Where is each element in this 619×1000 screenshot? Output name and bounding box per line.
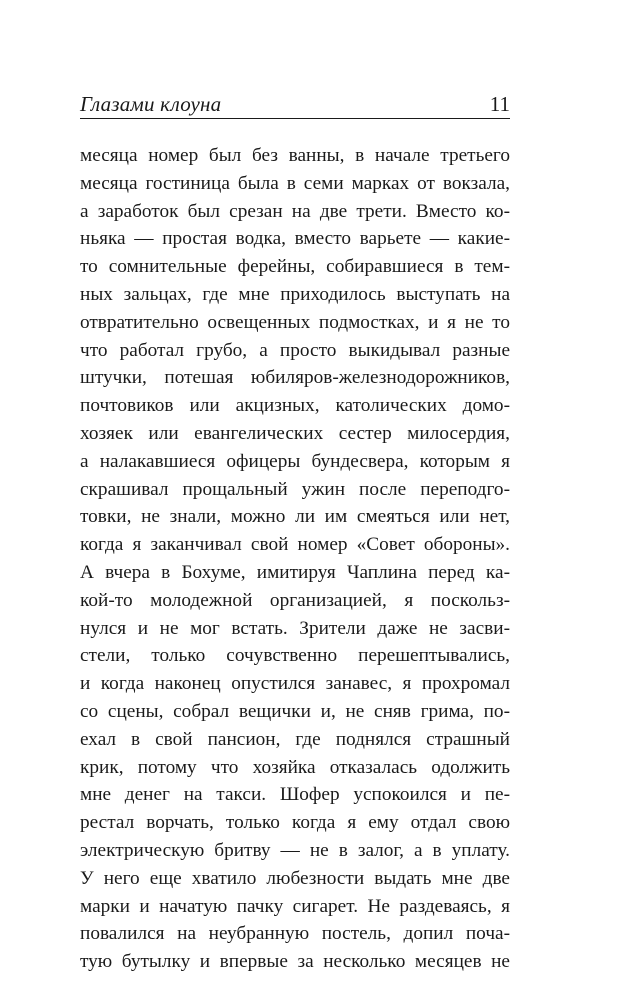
text-line: мне денег на такси. Шофер успокоился и пе-	[80, 784, 510, 806]
text-line: марки и начатую пачку сигарет. Не раздеваясь, я	[80, 895, 510, 917]
text-line: электрическую бритву — не в залог, а в уплату.	[80, 839, 510, 861]
text-line: хозяек или евангелических сестер милосердия,	[80, 422, 510, 444]
text-line: со сцены, собрал вещички и, не сняв грима, по-	[80, 700, 510, 722]
text-line: ньяка — простая водка, вместо варьете — какие-	[80, 228, 510, 250]
text-line: а заработок был срезан на две трети. Вместо ко-	[80, 200, 510, 222]
running-header	[80, 88, 510, 119]
text-line: и когда наконец опустился занавес, я прохромал	[80, 673, 510, 695]
book-title: Глазами клоуна	[80, 92, 222, 116]
text-line: нулся и не мог встать. Зрители даже не засви-	[80, 617, 510, 639]
text-line: месяца номер был без ванны, в начале третьего	[80, 145, 510, 166]
text-line: крик, потому что хозяйка отказалась одолжить	[80, 756, 510, 778]
text-line: месяца гостиница была в семи марках от вокзала,	[80, 172, 510, 194]
text-line: скрашивал прощальный ужин после переподго-	[80, 478, 510, 500]
text-line: почтовиков или акцизных, католических домо-	[80, 395, 510, 417]
text-line: тую бутылку и впервые за несколько месяцев не	[80, 951, 510, 973]
body-text	[80, 142, 510, 976]
text-line: что работал грубо, а просто выкидывал разные	[80, 339, 510, 361]
text-line: отвратительно освещенных подмостках, и я не то	[80, 311, 510, 333]
text-line: стели, только сочувственно перешептывались,	[80, 645, 510, 667]
text-line: когда я заканчивал свой номер «Совет обороны».	[80, 534, 510, 556]
text-line: штучки, потешая юбиляров-железнодорожников,	[80, 367, 510, 389]
text-line: ехал в свой пансион, где поднялся страшный	[80, 728, 510, 750]
page-number: 11	[489, 92, 510, 116]
text-line: а налакавшиеся офицеры бундесвера, которым я	[80, 450, 510, 472]
text-line: кой-то молодежной организацией, я поскольз-	[80, 589, 510, 611]
text-line: рестал ворчать, только когда я ему отдал свою	[80, 812, 510, 834]
text-line: повалился на неубранную постель, допил почa-	[80, 923, 510, 945]
text-line: то сомнительные ферейны, собиравшиеся в тем-	[80, 256, 510, 278]
text-line: А вчера в Бохуме, имитируя Чаплина перед ка-	[80, 561, 510, 583]
text-line: У него еще хватило любезности выдать мне две	[80, 867, 510, 889]
text-line: товки, не знали, можно ли им смеяться или нет,	[80, 506, 510, 528]
text-line: ных зальцах, где мне приходилось выступать на	[80, 283, 510, 305]
